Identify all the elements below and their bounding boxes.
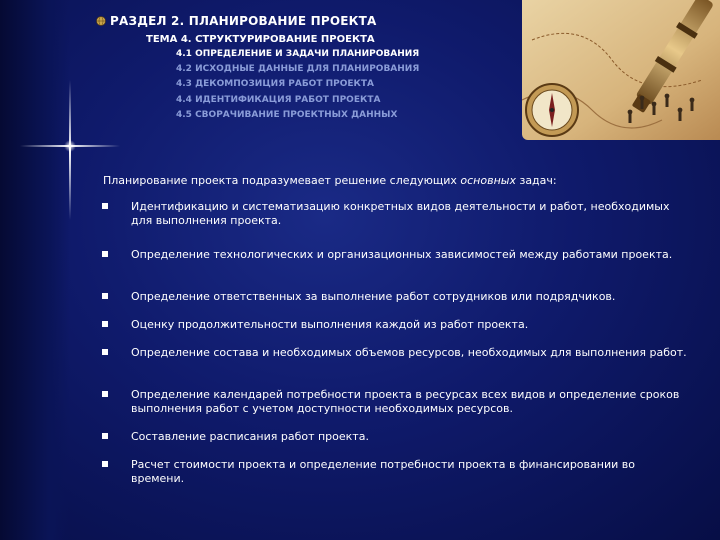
map-telescope-illustration [522, 0, 720, 140]
intro-paragraph [103, 174, 557, 187]
intro-text-start: Планирование проекта подразумевает решение следующих [103, 174, 461, 187]
task-item [100, 388, 690, 430]
section-title [96, 14, 377, 28]
subtopic-list [176, 47, 419, 123]
task-item [100, 458, 690, 492]
topic-title: ТЕМА 4. СТРУКТУРИРОВАНИЕ ПРОЕКТА [146, 34, 375, 45]
square-bullet-icon [102, 433, 108, 439]
section-title-text: РАЗДЕЛ 2. ПЛАНИРОВАНИЕ ПРОЕКТА [110, 14, 377, 28]
task-item [100, 346, 690, 388]
compass-icon [526, 84, 578, 136]
task-text: Определение календарей потребности проекта в ресурсах всех видов и определение сроков выполнения работ с учетом доступности необходимых ресурсов. [131, 388, 680, 415]
square-bullet-icon [102, 391, 108, 397]
task-text: Определение ответственных за выполнение работ сотрудников или подрядчиков. [131, 290, 616, 303]
square-bullet-icon [102, 203, 108, 209]
illustration-svg [522, 0, 720, 140]
globe-bullet-icon [96, 16, 106, 26]
task-item [100, 200, 690, 248]
subtopic-item[interactable]: 4.1 ОПРЕДЕЛЕНИЕ И ЗАДАЧИ ПЛАНИРОВАНИЯ [176, 49, 420, 59]
task-item [100, 318, 690, 346]
subtopic-item[interactable]: 4.3 ДЕКОМПОЗИЦИЯ РАБОТ ПРОЕКТА [176, 79, 374, 90]
square-bullet-icon [102, 293, 108, 299]
left-decorative-band [0, 0, 70, 540]
intro-emphasis: основных [460, 174, 516, 187]
square-bullet-icon [102, 349, 108, 355]
task-text: Определение состава и необходимых объемов ресурсов, необходимых для выполнения работ. [131, 346, 687, 359]
subtopic-item[interactable]: 4.2 ИСХОДНЫЕ ДАННЫЕ ДЛЯ ПЛАНИРОВАНИЯ [176, 64, 420, 75]
subtopic-item[interactable]: 4.4 ИДЕНТИФИКАЦИЯ РАБОТ ПРОЕКТА [176, 94, 381, 105]
task-item [100, 430, 690, 458]
intro-text-end: задач: [515, 174, 557, 187]
task-list [100, 200, 690, 492]
square-bullet-icon [102, 251, 108, 257]
sparkle-star-icon [64, 140, 76, 152]
square-bullet-icon [102, 461, 108, 467]
task-text: Оценку продолжительности выполнения каждой из работ проекта. [131, 318, 529, 331]
subtopic-item[interactable]: 4.5 СВОРАЧИВАНИЕ ПРОЕКТНЫХ ДАННЫХ [176, 109, 398, 120]
task-text: Составление расписания работ проекта. [131, 430, 369, 443]
task-item [100, 248, 690, 290]
task-item [100, 290, 690, 318]
task-text: Расчет стоимости проекта и определение потребности проекта в финансировании во времени. [131, 458, 635, 485]
task-text: Идентификацию и систематизацию конкретных видов деятельности и работ, необходимых для выполнения проекта. [131, 200, 670, 227]
square-bullet-icon [102, 321, 108, 327]
task-text: Определение технологических и организационных зависимостей между работами проекта. [131, 248, 673, 261]
